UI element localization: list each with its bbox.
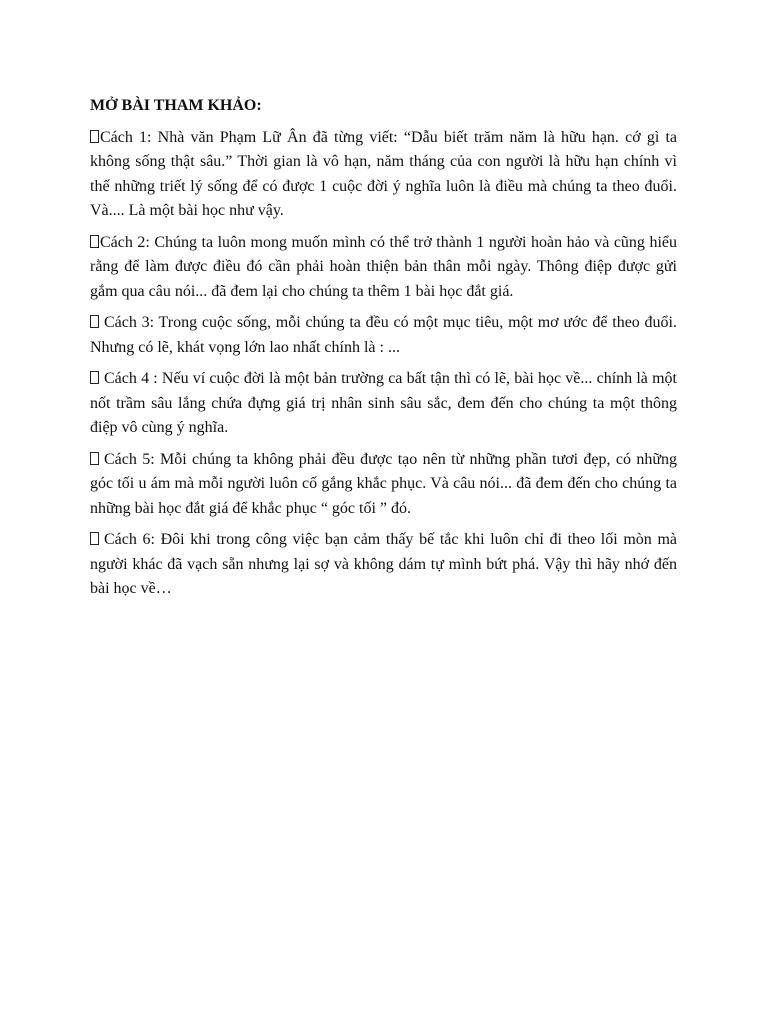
document-title: MỞ BÀI THAM KHẢO: bbox=[90, 97, 262, 114]
paragraph-text: Cách 2: Chúng ta luôn mong muốn mình có thể trở thành 1 người hoàn hảo và cũng hiểu rằng để làm được điều đó cần phải hoàn thiện bản thân mỗi ngày. Thông điệp được gửi gắm qua câu nói... đã đem lại cho chúng ta thêm 1 bài học đắt giá. bbox=[90, 233, 677, 300]
missing-glyph-bullet-icon bbox=[90, 371, 99, 384]
paragraph-cach-5 bbox=[90, 448, 677, 522]
paragraph-text: Cách 4 : Nếu ví cuộc đời là một bản trường ca bất tận thì có lẽ, bài học về... chính là một nốt trầm sâu lắng chứa đựng giá trị nhân sinh sâu sắc, đem đến cho chúng ta một thông điệp vô cùng ý nghĩa. bbox=[90, 370, 677, 436]
paragraph-text: Cách 5: Mỗi chúng ta không phải đều được tạo nên từ những phần tươi đẹp, có những góc tối u ám mà mỗi người luôn cố gắng khắc phục. Và câu nói... đã đem đến cho chúng ta những bài học đắt giá để khắc phục “ góc tối ” đó. bbox=[90, 450, 677, 517]
paragraph-cach-1 bbox=[90, 126, 677, 224]
paragraph-text: Cách 3: Trong cuộc sống, mỗi chúng ta đều có một mục tiêu, một mơ ước để theo đuổi. Nhưng có lẽ, khát vọng lớn lao nhất chính là : ... bbox=[90, 314, 677, 356]
missing-glyph-bullet-icon bbox=[90, 532, 99, 545]
document-page bbox=[90, 94, 677, 609]
missing-glyph-bullet-icon bbox=[90, 452, 99, 465]
paragraph-text: Cách 6: Đôi khi trong công việc bạn cảm thấy bế tắc khi luôn chỉ đi theo lối mòn mà người khác đã vạch sẵn nhưng lại sợ và không dám tự mình bứt phá. Vậy thì hãy nhớ đến bài học về… bbox=[90, 531, 677, 597]
paragraph-cach-4 bbox=[90, 367, 677, 441]
paragraph-cach-3 bbox=[90, 311, 677, 360]
paragraph-cach-6 bbox=[90, 528, 677, 602]
missing-glyph-bullet-icon bbox=[90, 315, 99, 328]
paragraph-cach-2 bbox=[90, 231, 677, 305]
paragraph-text: Cách 1: Nhà văn Phạm Lữ Ân đã từng viết: “Dẫu biết trăm năm là hữu hạn. cớ gì ta không sống thật sâu.” Thời gian là vô hạn, năm tháng của con người là hữu hạn chính vì thế những triết lý sống để có được 1 cuộc đời ý nghĩa luôn là điều mà chúng ta theo đuổi. Và.... Là một bài học như vậy. bbox=[90, 128, 677, 219]
missing-glyph-bullet-icon bbox=[90, 235, 99, 248]
missing-glyph-bullet-icon bbox=[90, 130, 99, 143]
